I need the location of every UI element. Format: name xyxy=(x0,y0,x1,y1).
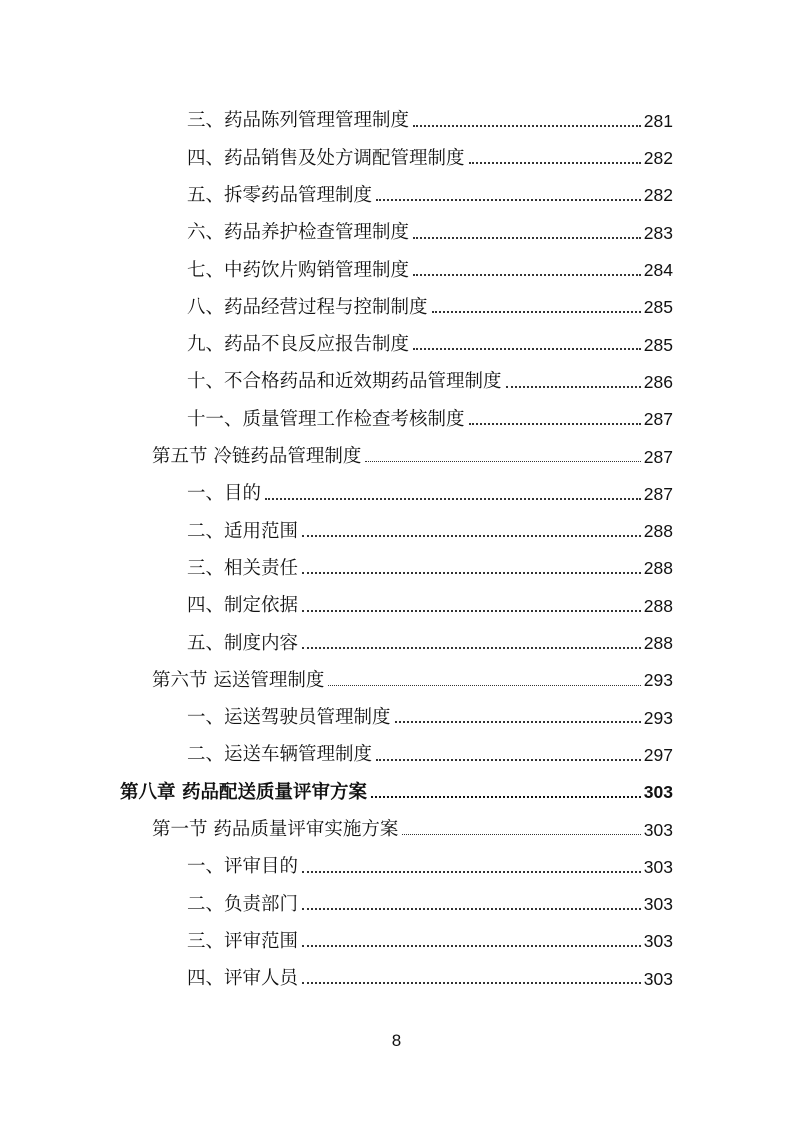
dot-leader xyxy=(469,162,641,164)
toc-entry-section[interactable] xyxy=(0,439,793,476)
toc-entry-item[interactable] xyxy=(0,103,793,140)
dot-leader xyxy=(376,759,641,761)
dot-leader xyxy=(365,461,640,462)
dot-leader xyxy=(302,982,641,984)
toc-entry-page-number: 288 xyxy=(643,521,673,542)
toc-entry-page-number: 287 xyxy=(643,409,673,430)
toc-entry-title: 一、运送驾驶员管理制度 xyxy=(187,707,391,729)
toc-entry-page-number: 281 xyxy=(643,110,673,131)
toc-entry-item[interactable] xyxy=(0,700,793,737)
toc-entry-page-number: 282 xyxy=(643,148,673,169)
toc-entry-item[interactable] xyxy=(0,849,793,886)
toc-entry-section[interactable] xyxy=(0,812,793,849)
dot-leader xyxy=(302,871,641,873)
toc-entry-page-number: 287 xyxy=(643,446,673,467)
toc-entry-title: 三、评审范围 xyxy=(187,930,299,952)
toc-entry-item[interactable] xyxy=(0,252,793,289)
dot-leader xyxy=(402,834,640,835)
toc-entry-page-number: 284 xyxy=(643,260,673,281)
table-of-contents xyxy=(0,103,793,998)
dot-leader xyxy=(469,423,641,425)
dot-leader xyxy=(302,945,641,947)
toc-entry-page-number: 286 xyxy=(643,371,673,392)
dot-leader xyxy=(395,721,641,723)
toc-entry-item[interactable] xyxy=(0,588,793,625)
toc-entry-title: 二、运送车辆管理制度 xyxy=(187,744,373,766)
toc-entry-title: 十一、质量管理工作检查考核制度 xyxy=(187,408,465,430)
dot-leader xyxy=(506,386,641,388)
toc-entry-item[interactable] xyxy=(0,140,793,177)
toc-entry-page-number: 303 xyxy=(643,819,673,840)
toc-entry-page-number: 293 xyxy=(643,707,673,728)
toc-entry-page-number: 283 xyxy=(643,222,673,243)
dot-leader xyxy=(265,498,641,500)
toc-entry-page-number: 282 xyxy=(643,185,673,206)
toc-entry-page-number: 287 xyxy=(643,483,673,504)
toc-entry-page-number: 303 xyxy=(643,968,673,989)
toc-entry-title: 五、制度内容 xyxy=(187,632,299,654)
toc-entry-item[interactable] xyxy=(0,178,793,215)
toc-entry-item[interactable] xyxy=(0,924,793,961)
toc-entry-title: 三、相关责任 xyxy=(187,557,299,579)
toc-entry-page-number: 293 xyxy=(643,670,673,691)
toc-entry-title: 六、药品养护检查管理制度 xyxy=(187,222,410,244)
dot-leader xyxy=(302,572,641,574)
toc-entry-title: 二、负责部门 xyxy=(187,893,299,915)
toc-entry-page-number: 303 xyxy=(643,931,673,952)
toc-entry-item[interactable] xyxy=(0,364,793,401)
toc-entry-item[interactable] xyxy=(0,961,793,998)
dot-leader xyxy=(432,311,641,313)
dot-leader xyxy=(302,908,641,910)
toc-entry-page-number: 303 xyxy=(643,782,673,803)
toc-entry-title: 七、中药饮片购销管理制度 xyxy=(187,259,410,281)
toc-entry-page-number: 303 xyxy=(643,894,673,915)
toc-entry-item[interactable] xyxy=(0,737,793,774)
toc-entry-item[interactable] xyxy=(0,327,793,364)
dot-leader xyxy=(413,274,641,276)
dot-leader xyxy=(302,647,641,649)
dot-leader xyxy=(371,796,641,798)
dot-leader xyxy=(302,610,641,612)
toc-entry-title: 一、目的 xyxy=(187,483,262,505)
toc-entry-item[interactable] xyxy=(0,513,793,550)
dot-leader xyxy=(413,348,641,350)
toc-entry-page-number: 288 xyxy=(643,633,673,654)
toc-entry-title: 四、评审人员 xyxy=(187,968,299,990)
toc-entry-title: 第五节 冷链药品管理制度 xyxy=(152,446,362,468)
toc-entry-page-number: 303 xyxy=(643,856,673,877)
toc-entry-title: 三、药品陈列管理管理制度 xyxy=(187,110,410,132)
toc-entry-title: 一、评审目的 xyxy=(187,856,299,878)
dot-leader xyxy=(413,237,641,239)
toc-entry-item[interactable] xyxy=(0,551,793,588)
toc-entry-title: 四、制定依据 xyxy=(187,595,299,617)
toc-entry-title: 二、适用范围 xyxy=(187,520,299,542)
toc-entry-item[interactable] xyxy=(0,625,793,662)
toc-entry-title: 十、不合格药品和近效期药品管理制度 xyxy=(187,371,502,393)
dot-leader xyxy=(328,685,640,686)
toc-entry-page-number: 285 xyxy=(643,297,673,318)
toc-entry-page-number: 285 xyxy=(643,334,673,355)
toc-entry-section[interactable] xyxy=(0,662,793,699)
toc-entry-title: 九、药品不良反应报告制度 xyxy=(187,334,410,356)
toc-entry-chapter[interactable] xyxy=(0,774,793,811)
toc-entry-item[interactable] xyxy=(0,289,793,326)
toc-entry-title: 第八章 药品配送质量评审方案 xyxy=(120,781,367,803)
toc-entry-page-number: 297 xyxy=(643,744,673,765)
toc-entry-title: 四、药品销售及处方调配管理制度 xyxy=(187,147,465,169)
toc-entry-title: 八、药品经营过程与控制制度 xyxy=(187,296,428,318)
toc-entry-page-number: 288 xyxy=(643,558,673,579)
dot-leader xyxy=(413,125,641,127)
toc-entry-title: 五、拆零药品管理制度 xyxy=(187,184,373,206)
page-number: 8 xyxy=(391,1031,402,1050)
toc-entry-item[interactable] xyxy=(0,886,793,923)
toc-entry-item[interactable] xyxy=(0,401,793,438)
toc-entry-item[interactable] xyxy=(0,476,793,513)
toc-entry-page-number: 288 xyxy=(643,595,673,616)
dot-leader xyxy=(376,199,641,201)
toc-entry-title: 第六节 运送管理制度 xyxy=(152,669,325,691)
toc-entry-item[interactable] xyxy=(0,215,793,252)
toc-entry-title: 第一节 药品质量评审实施方案 xyxy=(152,819,399,841)
dot-leader xyxy=(302,535,641,537)
